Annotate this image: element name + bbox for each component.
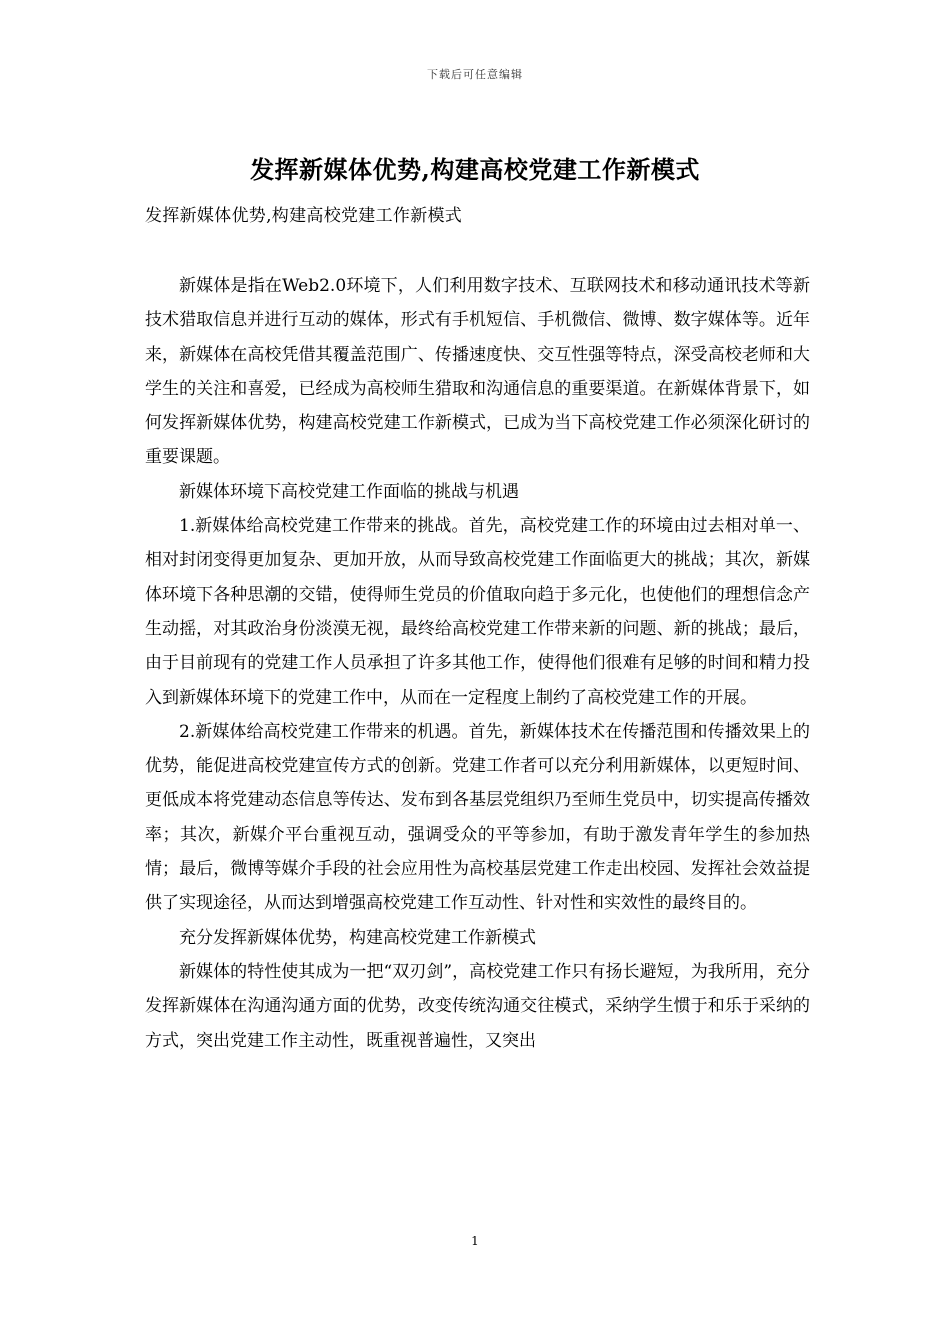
document-title: 发挥新媒体优势,构建高校党建工作新模式 (250, 155, 700, 184)
section-heading-new-model: 充分发挥新媒体优势，构建高校党建工作新模式 (179, 927, 536, 948)
page-number: 1 (471, 1234, 479, 1248)
paragraph-opportunities: 2.新媒体给高校党建工作带来的机遇。首先，新媒体技术在传播范围和传播效果上的优势，能促进高校党建宣传方式的创新。党建工作者可以充分利用新媒体，以更短时间、更低成本将党建动态信息等传达、发布到各基层党组织乃至师生党员中，切实提高传播效率；其次，新媒介平台重视互动，强调受众的平等参加，有助于激发青年学生的参加热情；最后，微博等媒介手段的社会应用性为高校基层党建工作走出校园、发挥社会效益提供了实现途径，从而达到增强高校党建工作互动性、针对性和实效性的最终目的。 (145, 721, 810, 914)
paragraph-challenges: 1.新媒体给高校党建工作带来的挑战。首先，高校党建工作的环境由过去相对单一、相对封闭变得更加复杂、更加开放，从而导致高校党建工作面临更大的挑战；其次，新媒体环境下各种思潮的交错，使得师生党员的价值取向趋于多元化，也使他们的理想信念产生动摇，对其政治身份淡漠无视，最终给高校党建工作带来新的问题、新的挑战；最后，由于目前现有的党建工作人员承担了许多其他工作，使得他们很难有足够的时间和精力投入到新媒体环境下的党建工作中，从而在一定程度上制约了高校党建工作的开展。 (145, 516, 810, 708)
paragraph-new-model: 新媒体的特性使其成为一把“双刃剑”，高校党建工作只有扬长避短，为我所用，充分发挥新媒体在沟通沟通方面的优势，改变传统沟通交往模式，采纳学生惯于和乐于采纳的方式，突出党建工作主动性，既重视普遍性，又突出 (145, 961, 810, 1051)
header-note: 下载后可任意编辑 (427, 68, 523, 81)
document-body (145, 269, 810, 1058)
document-subtitle: 发挥新媒体优势,构建高校党建工作新模式 (145, 206, 463, 226)
paragraph-intro: 新媒体是指在Web2.0环境下，人们利用数字技术、互联网技术和移动通讯技术等新技术猎取信息并进行互动的媒体，形式有手机短信、手机微信、微博、数字媒体等。近年来，新媒体在高校凭借其覆盖范围广、传播速度快、交互性强等特点，深受高校老师和大学生的关注和喜爱，已经成为高校师生猎取和沟通信息的重要渠道。在新媒体背景下，如何发挥新媒体优势，构建高校党建工作新模式，已成为当下高校党建工作必须深化研讨的重要课题。 (145, 276, 810, 468)
section-heading-challenges: 新媒体环境下高校党建工作面临的挑战与机遇 (179, 481, 519, 502)
